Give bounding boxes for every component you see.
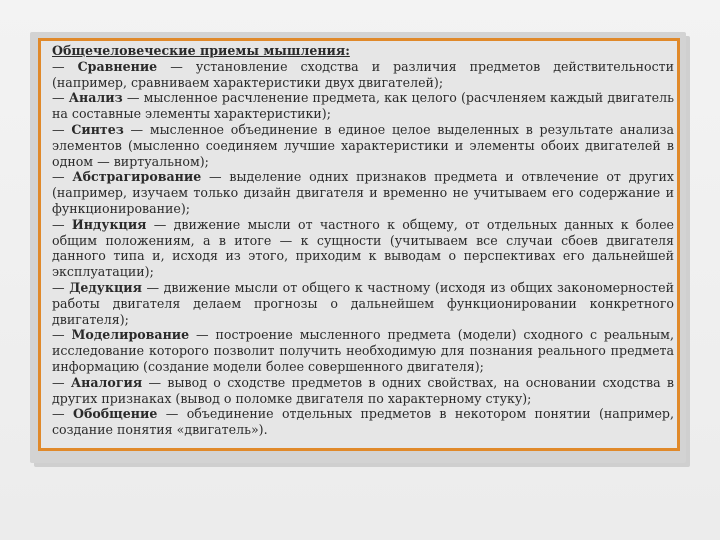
item-dash: — [52,279,70,295]
item-term: Моделирование [71,327,190,343]
item-term: Дедукция [69,279,142,295]
list-item [52,169,674,216]
list-item [52,280,674,327]
item-dash: — [52,406,73,422]
item-text: — объединение отдельных предметов в некотором понятии (например, создание понятия «двигатель»). [52,406,674,438]
item-dash: — [52,216,72,232]
list-item [52,122,674,169]
list-item [52,217,674,280]
item-term: Анализ [68,90,123,106]
item-dash: — [52,90,69,106]
item-term: Абстрагирование [72,169,202,185]
item-term: Аналогия [70,374,143,390]
list-item [52,406,674,438]
heading-line [52,43,674,59]
item-term: Синтез [71,121,124,137]
item-text: — мысленное объединение в единое целое выделенных в результате анализа элементов (мысленно соединяем лучшие характеристики и элементы обоих двигателей в одном — виртуальном); [52,121,674,169]
item-text: — вывод о сходстве предметов в одних свойствах, на основании сходства в других признаках (вывод о поломке двигателя по характерному стуку); [52,374,674,406]
item-text: — установление сходства и различия предметов действительности (например, сравниваем характеристики двух двигателей); [52,58,674,90]
list-item [52,375,674,407]
item-text: — мысленное расчленение предмета, как целого (расчленяем каждый двигатель на составные элементы характеристики); [52,90,674,122]
item-dash: — [52,121,72,137]
list-item [52,59,674,91]
text-block [52,43,674,438]
item-text: — движение мысли от частного к общему, от отдельных данных к более общим положениям, а в итоге — к сущности (учитываем все случаи сбоев двигателя данного типа и, исходя из этого, приходим к выводам о перспективах его дальнейшей эксплуатации); [52,216,674,280]
item-dash: — [52,327,72,343]
list-item [52,90,674,122]
item-text: — движение мысли от общего к частному (исходя из общих закономерностей работы двигателя делаем прогнозы о дальнейшем функционировании конкретного двигателя); [52,279,674,327]
section-title: Общечеловеческие приемы мышления: [52,43,350,58]
item-dash: — [52,374,71,390]
list-item [52,327,674,374]
item-term: Сравнение [77,58,158,74]
item-dash: — [52,58,78,74]
item-term: Обобщение [72,406,158,422]
item-term: Индукция [71,216,147,232]
item-dash: — [52,169,73,185]
item-text: — выделение одних признаков предмета и отвлечение от других (например, изучаем только дизайн двигателя и временно не учитываем его содержание и функционирование); [52,169,674,216]
item-text: — построение мысленного предмета (модели) сходного с реальным, исследование которого позволит получить необходимую для познания реального предмета информацию (создание модели более совершенного двигателя); [52,327,674,374]
